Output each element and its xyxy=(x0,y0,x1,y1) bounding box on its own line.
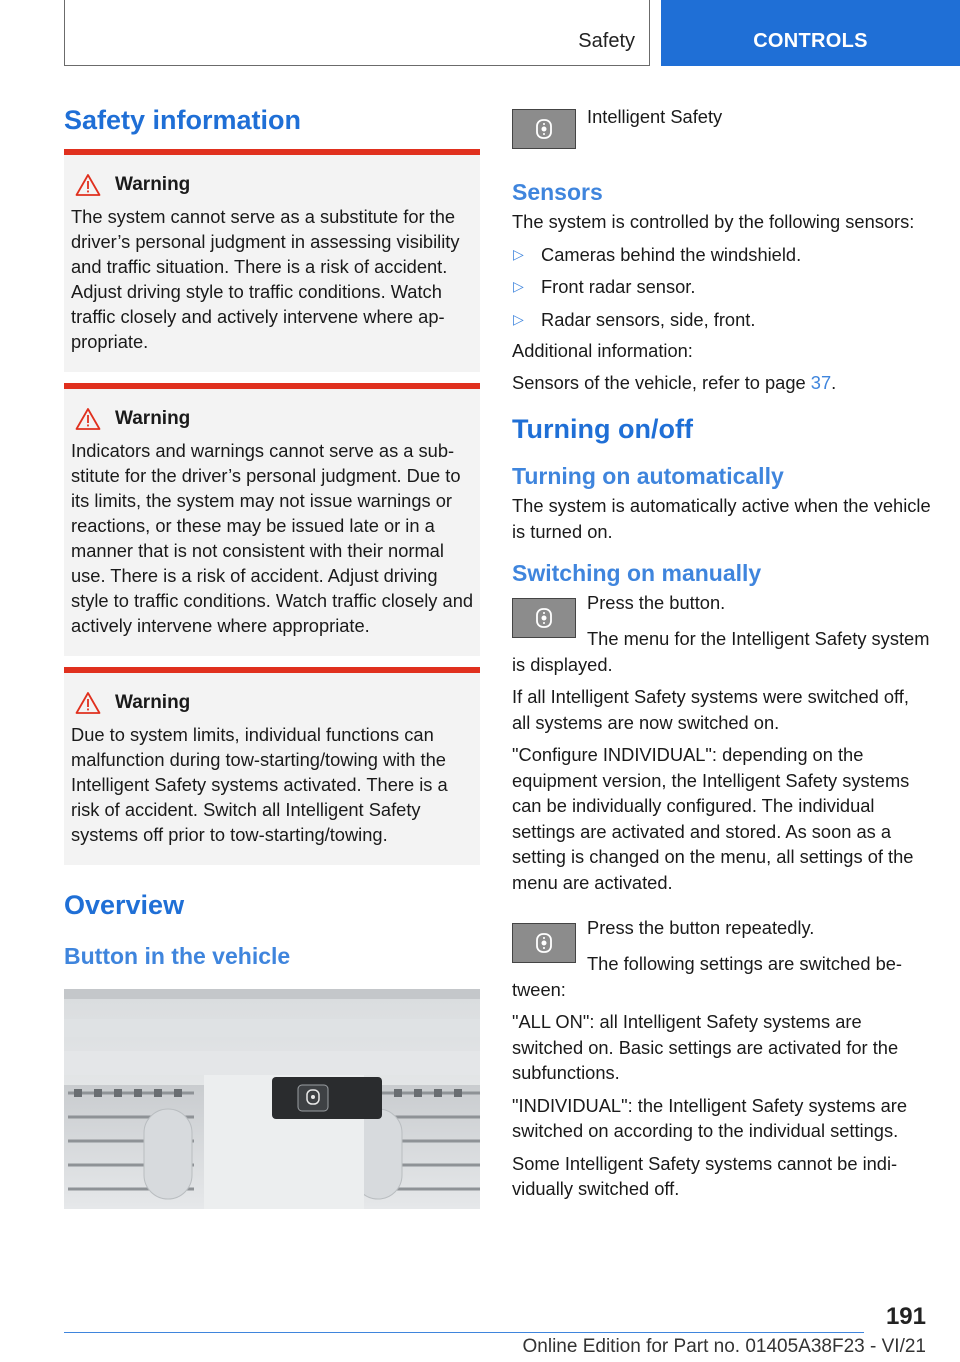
switching-on-manually-title: Switching on manually xyxy=(512,560,762,586)
page-reference-link[interactable]: 37 xyxy=(810,371,832,393)
header-chapter-tab[interactable] xyxy=(661,0,960,66)
configure-text: "Configure INDIVIDUAL": depending on the equipment version, the Intelligent Safety systems can be individually configured. The individual settings are activated and stored. As soon as a setting is changed on the menu, all settings of the menu are activated. xyxy=(512,744,914,893)
sensors-intro: The system is controlled by the following sensors: xyxy=(512,211,915,232)
warning-triangle-icon xyxy=(75,407,101,431)
list-item: ▷ Cameras behind the windshield. xyxy=(512,242,932,268)
warning-triangle-icon xyxy=(75,173,101,197)
all-off-text: If all Intelligent Safety systems were switched off, all systems are now switched on. xyxy=(512,686,909,733)
intelligent-safety-button-icon xyxy=(512,109,576,149)
triangle-bullet-icon: ▷ xyxy=(513,310,524,327)
turning-on-off-title: Turning on/off xyxy=(512,414,693,444)
warning-label: Warning xyxy=(115,692,191,713)
additional-info-label: Additional information: xyxy=(512,340,693,361)
following-text: The following settings are switched between: xyxy=(512,953,903,1000)
warning-text: Due to system limits, individual functions can malfunction during tow-starting/towing with the Intelligent Safety systems activated. There is a risk of accident. Switch all Intelligent Safety systems off prior to tow-starting/towing. xyxy=(71,724,448,845)
intelligent-safety-button-icon xyxy=(512,598,576,638)
list-item: ▷ Radar sensors, side, front. xyxy=(512,307,932,333)
right-column xyxy=(512,100,932,1202)
header-section-label: Safety xyxy=(578,30,635,52)
button-in-vehicle-title: Button in the vehicle xyxy=(64,943,291,969)
sensors-title: Sensors xyxy=(512,179,603,205)
warning-triangle-icon xyxy=(75,691,101,715)
header-section-box xyxy=(64,0,650,66)
warning-label: Warning xyxy=(115,408,191,429)
auto-text: The system is automatically active when the vehicle is turned on. xyxy=(512,495,931,542)
all-on-text: "ALL ON": all Intelligent Safety systems are switched on. Basic settings are activated for the subfunctions. xyxy=(512,1011,899,1083)
warning-box-1 xyxy=(64,149,480,372)
intelligent-safety-row xyxy=(512,108,932,149)
triangle-bullet-icon: ▷ xyxy=(513,245,524,262)
press-button-text: Press the button. xyxy=(587,592,726,613)
sensors-reference: Sensors of the vehicle, refer to page 37. xyxy=(512,371,837,393)
turning-on-automatically-title: Turning on automatically xyxy=(512,463,784,489)
dashboard-vents-image xyxy=(64,989,480,1209)
warning-box-2 xyxy=(64,383,480,656)
header-chapter-label: CONTROLS xyxy=(753,30,868,52)
press-repeatedly-text: Press the button repeatedly. xyxy=(587,917,815,938)
warning-box-3 xyxy=(64,667,480,865)
footer-divider xyxy=(64,1332,864,1333)
intelligent-safety-button-icon xyxy=(512,923,576,963)
menu-text: The menu for the Intelligent Safety system is displayed. xyxy=(512,628,930,675)
some-systems-text: Some Intelligent Safety systems cannot be individually switched off. xyxy=(512,1152,898,1199)
warning-text: The system cannot serve as a substitute for the driver’s personal judgment in assessing visibility and traffic situation. There is a risk of accident. Adjust driving style to traffic conditions. Watch traffic closely and actively intervene where appropriate. xyxy=(71,206,460,352)
warning-text: Indicators and warnings cannot serve as a substitute for the driver’s personal judgment. Due to its limits, the system may not issue warnings or reactions, or these may be issued late or in a manner that is not consistent with their normal use. There is a risk of accident. Adjust driving style to traffic conditions. Watch traffic closely and actively intervene where appropriate. xyxy=(71,440,474,636)
left-column xyxy=(64,100,480,1209)
footer-edition: Online Edition for Part no. 01405A38F23 - VI/21 xyxy=(522,1336,926,1357)
individual-text: "INDIVIDUAL": the Intelligent Safety systems are switched on according to the individual settings. xyxy=(512,1094,908,1141)
overview-title: Overview xyxy=(64,890,185,920)
safety-information-title: Safety information xyxy=(64,105,302,135)
page-number: 191 xyxy=(885,1303,926,1330)
warning-label: Warning xyxy=(115,174,191,195)
triangle-bullet-icon: ▷ xyxy=(513,278,524,294)
vehicle-button-photo xyxy=(64,989,480,1209)
list-item: ▷ Front radar sensor. xyxy=(512,274,932,300)
intelligent-safety-caption: Intelligent Safety xyxy=(587,106,723,127)
